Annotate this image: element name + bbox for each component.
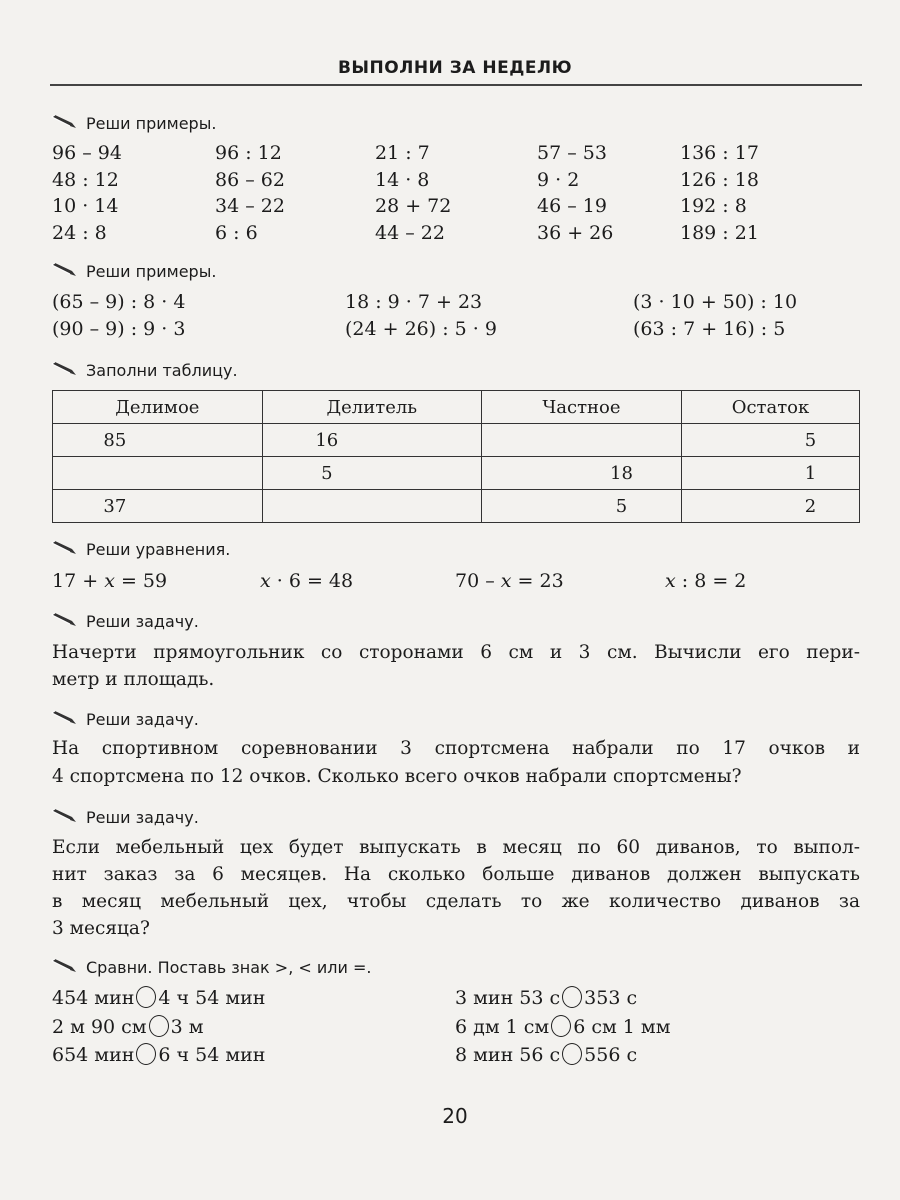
expression: 96 – 94 [52, 142, 122, 164]
expression: 48 : 12 [52, 169, 119, 191]
pencil-icon [50, 612, 78, 633]
answer-circle[interactable] [149, 1015, 169, 1037]
table-header: Делитель [262, 391, 481, 424]
task-title: Сравни. Поставь знак >, < или =. [86, 958, 372, 977]
expression: 57 – 53 [537, 142, 607, 164]
table-cell: 16 [262, 424, 481, 457]
task-text-line: нит заказ за 6 месяцев. На сколько больше диванов должен выпускать [52, 864, 860, 885]
expression: (65 – 9) : 8 · 4 [52, 291, 186, 313]
expression: 96 : 12 [215, 142, 282, 164]
page-header: ВЫПОЛНИ ЗА НЕДЕЛЮ [337, 58, 573, 78]
expression: 189 : 21 [680, 222, 759, 244]
table-cell: 2 [681, 490, 859, 523]
task-title: Реши задачу. [86, 612, 199, 631]
right-value: 4 ч 54 мин [158, 987, 266, 1009]
task-title: Реши уравнения. [86, 540, 231, 559]
comparison [52, 1043, 265, 1067]
table-cell: 37 [53, 490, 263, 523]
expression: 9 · 2 [537, 169, 580, 191]
table-cell: 5 [262, 457, 481, 490]
equation: 17 + x = 59 [52, 570, 168, 592]
table-cell: 18 [481, 457, 681, 490]
pencil-icon [50, 958, 78, 979]
task-heading [50, 958, 371, 978]
page-number: 20 [442, 1104, 468, 1128]
table-cell[interactable] [481, 424, 681, 457]
division-table [52, 390, 860, 523]
table-cell[interactable] [53, 457, 263, 490]
table-cell: 5 [681, 424, 859, 457]
left-value: 654 мин [52, 1044, 135, 1066]
task-text-line: Начерти прямоугольник со сторонами 6 см и 3 см. Вычисли его пери- [52, 642, 860, 663]
task-heading [50, 612, 199, 632]
comparison [52, 986, 265, 1010]
expression: 18 : 9 · 7 + 23 [345, 291, 483, 313]
task-heading [50, 114, 216, 134]
expression: 21 : 7 [375, 142, 430, 164]
right-value: 6 см 1 мм [573, 1015, 671, 1038]
table-cell: 5 [481, 490, 681, 523]
comparison [455, 1043, 637, 1067]
pencil-icon [50, 808, 78, 829]
comparison [455, 1015, 670, 1039]
task-heading [50, 262, 216, 282]
expression: 136 : 17 [680, 142, 759, 164]
right-value: 3 м [170, 1015, 204, 1038]
table-cell: 1 [681, 457, 859, 490]
table-header: Остаток [681, 391, 859, 424]
task-heading [50, 540, 230, 560]
task-text-line: Если мебельный цех будет выпускать в месяц по 60 диванов, то выпол- [52, 837, 860, 858]
left-value: 3 мин 53 с [455, 987, 561, 1009]
equation: x : 8 = 2 [665, 570, 747, 592]
task-title: Реши примеры. [86, 262, 217, 281]
task-text-line: метр и площадь. [52, 669, 215, 690]
equation: 70 – x = 23 [455, 570, 564, 592]
pencil-icon [50, 540, 78, 561]
expression: (24 + 26) : 5 · 9 [345, 318, 497, 340]
expression: 14 · 8 [375, 169, 430, 191]
expression: 24 : 8 [52, 222, 107, 244]
expression: 44 – 22 [375, 222, 445, 244]
expression: 36 + 26 [537, 222, 614, 244]
task-text-line: в месяц мебельный цех, чтобы сделать то же количество диванов за [52, 891, 860, 912]
answer-circle[interactable] [551, 1015, 571, 1037]
expression: 192 : 8 [680, 195, 747, 217]
task-text-line: 3 месяца? [52, 918, 150, 939]
expression: 10 · 14 [52, 195, 119, 217]
left-value: 2 м 90 см [52, 1015, 147, 1038]
task-text-line: 4 спортсмена по 12 очков. Сколько всего очков набрали спортсмены? [52, 766, 742, 787]
pencil-icon [50, 262, 78, 283]
left-value: 6 дм 1 см [455, 1015, 550, 1038]
task-title: Реши задачу. [86, 808, 199, 827]
left-value: 8 мин 56 с [455, 1044, 561, 1066]
expression: 6 : 6 [215, 222, 258, 244]
task-text-line: На спортивном соревновании 3 спортсмена набрали по 17 очков и [52, 738, 860, 759]
task-title: Реши задачу. [86, 710, 199, 729]
pencil-icon [50, 114, 78, 135]
expression: (90 – 9) : 9 · 3 [52, 318, 186, 340]
expression: 34 – 22 [215, 195, 285, 217]
table-row [53, 457, 860, 490]
table-row [53, 490, 860, 523]
expression: 46 – 19 [537, 195, 607, 217]
comparison [52, 1015, 204, 1039]
pencil-icon [50, 710, 78, 731]
table-cell[interactable] [262, 490, 481, 523]
expression: (3 · 10 + 50) : 10 [633, 291, 798, 313]
table-header: Делимое [53, 391, 263, 424]
right-value: 6 ч 54 мин [158, 1044, 266, 1066]
expression: (63 : 7 + 16) : 5 [633, 318, 786, 340]
task-title: Реши примеры. [86, 114, 217, 133]
answer-circle[interactable] [562, 1043, 582, 1065]
right-value: 353 с [584, 987, 638, 1009]
expression: 86 – 62 [215, 169, 285, 191]
answer-circle[interactable] [136, 1043, 156, 1065]
answer-circle[interactable] [562, 986, 582, 1008]
left-value: 454 мин [52, 987, 135, 1009]
comparison [455, 986, 637, 1010]
expression: 28 + 72 [375, 195, 452, 217]
table-header: Частное [481, 391, 681, 424]
right-value: 556 с [584, 1044, 638, 1066]
expression: 126 : 18 [680, 169, 759, 191]
pencil-icon [50, 361, 78, 382]
task-heading [50, 808, 199, 828]
equation: x · 6 = 48 [260, 570, 354, 592]
answer-circle[interactable] [136, 986, 156, 1008]
header-divider [50, 84, 862, 86]
task-heading [50, 361, 238, 381]
task-heading [50, 710, 199, 730]
table-cell: 85 [53, 424, 263, 457]
task-title: Заполни таблицу. [86, 361, 238, 380]
table-row [53, 424, 860, 457]
